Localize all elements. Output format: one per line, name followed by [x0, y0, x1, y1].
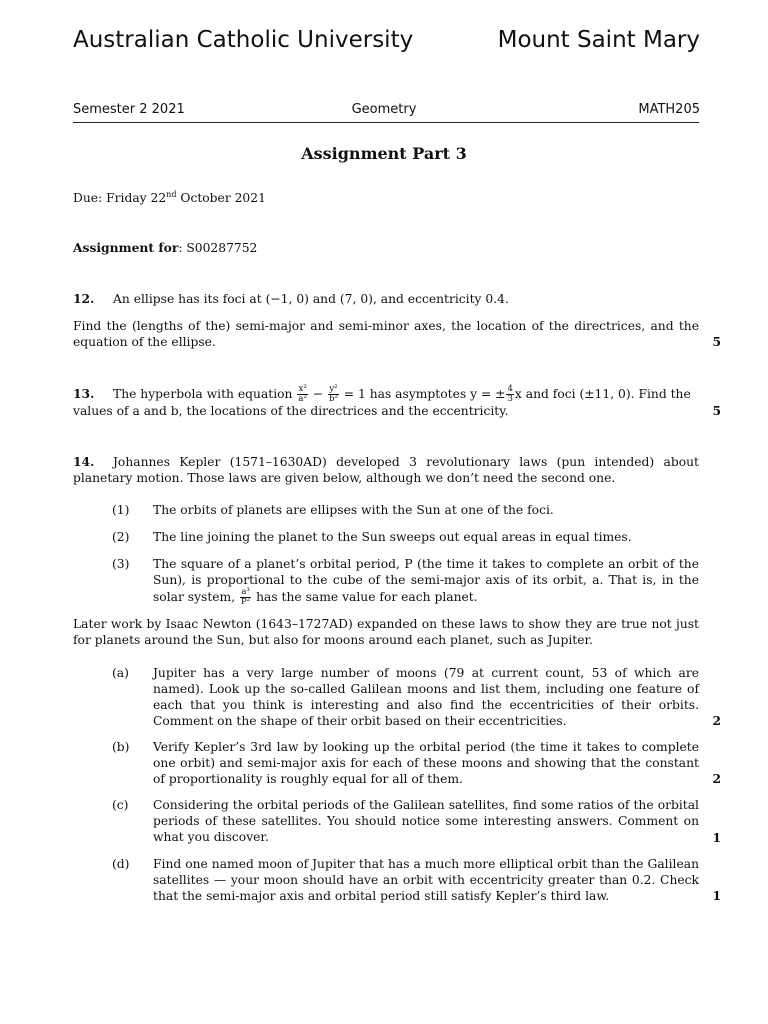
- question-12-task: Find the (lengths of the) semi-major and semi-minor axes, the location of the directrices, and the equation of the ellipse.: [73, 319, 699, 349]
- assignment-for-label: Assignment for: [73, 240, 179, 255]
- student-id: : S00287752: [178, 241, 258, 255]
- semester-label: Semester 2 2021: [73, 102, 185, 117]
- assignment-page: Australian Catholic University Mount Saint Mary Semester 2 2021 Geometry MATH205 Assignment Part 3 Due: Friday 22nd October 2021 Assignment for: S00287752 12. An ellipse has its foci at (−1, 0) and (7, 0), and eccentricity 0.4. Find the (lengths of the) semi-major and semi-minor axes, the location of the directrices, and the equation of the ellipse. 5 13. The hyperbola with equation $\frac{\text{x²}}{\text{a²}}$ − $\frac{\text{y²}}{\text{b²}}$ = 1 has asymptotes y = ± $\frac{4}{3}$ x and foci (±11, 0). Find the values of a and b, the locations of the directrices and the eccentricity. 5 14. Johannes Kepler (1571–1630AD) developed 3 revolutionary laws (pun intended) about planetary motion. Those laws are given below, although we don’t need the second one. (1) The orbits of planets are ellipses with the Sun at one of the foci. (2) The line joining the planet to the Sun sweeps out equal areas in equal times. (3) The square of a planet’s orbital period, P (the time it takes to complete an orbit of the Sun), is proportional to the cube of the semi-major axis of its orbit, a. That is, in the solar system, $\frac{\text{a³}}{\text{P²}}$ has the same value for each planet. Later work by Isaac Newton (1643–1727AD) expanded on these laws to show they are true not just for planets around the Sun, but also for moons around each planet, such as Jupiter. (a) Jupiter has a very large number of moons (79 at current count, 53 of which are named). Look up the so-called Galilean moons and list them, including one feature of each that you think is interesting and also find the eccentricities of their orbits. Comment on the shape of their orbit based on their eccentricities. 2 (b) Verify Kepler’s 3rd law by looking up the orbital period (the time it takes to complete one orbit) and semi-major axis for each of these moons and showing that the constant of proportionality is roughly equal for all of them. 2 (c) Considering the orbital periods of the Galilean satellites, find some ratios of the orbital periods of these satellites. You should notice some interesting answers. Comment on what you discover. 1 (d) Find one named moon of Jupiter that has a much more elliptical orbit than the Galilean satellites — your moon should have an orbit with eccentricity greater than 0.2. Check that the semi-major axis and orbital period still satisfy Kepler’s third law. 1: [0, 0, 768, 1024]
- question-13-marks: 5: [712, 403, 721, 418]
- question-13: 13. The hyperbola with equation $\frac{\text{x²}}{\text{a²}}$ − $\frac{\text{y²}}{\text{b²}}$ = 1 has asymptotes y = ± $\frac{4}{3}$ x and foci (±11, 0). Find the: [73, 384, 691, 404]
- unit-name: Geometry: [351, 102, 417, 117]
- header-divider: [73, 122, 699, 123]
- newton-paragraph: Later work by Isaac Newton (1643–1727AD) expanded on these laws to show they are true not just for planets around the Sun, but also for moons around each planet, such as Jupiter.: [73, 617, 699, 647]
- fraction-a3-P2: $\frac{\text{a³}}{\text{P²}}$: [241, 587, 251, 607]
- question-number: 13.: [73, 386, 95, 401]
- question-14b-marks: 2: [712, 771, 721, 786]
- question-12: 12. An ellipse has its foci at (−1, 0) and (7, 0), and eccentricity 0.4.: [73, 291, 509, 306]
- campus-name: Mount Saint Mary: [497, 27, 700, 53]
- fraction-y2-b2: $\frac{\text{y²}}{\text{b²}}$: [329, 384, 338, 404]
- question-14c-marks: 1: [712, 830, 721, 845]
- question-14-intro: 14. Johannes Kepler (1571–1630AD) developed 3 revolutionary laws (pun intended) about planetary motion. Those laws are given below, although we don’t need the second one.: [73, 454, 699, 485]
- fraction-4-3: $\frac{4}{3}$: [507, 384, 513, 404]
- fraction-x2-a2: $\frac{\text{x²}}{\text{a²}}$: [298, 384, 307, 404]
- unit-code: MATH205: [638, 102, 700, 117]
- question-12-marks: 5: [712, 334, 721, 349]
- question-number: 14.: [73, 454, 95, 469]
- question-14a-marks: 2: [712, 713, 721, 728]
- due-date: Due: Friday 22nd October 2021: [73, 190, 266, 206]
- page-title: Assignment Part 3: [301, 144, 467, 163]
- question-number: 12.: [73, 291, 95, 306]
- university-name: Australian Catholic University: [73, 27, 414, 53]
- question-13-line2: values of a and b, the locations of the directrices and the eccentricity.: [73, 404, 509, 418]
- question-14d-marks: 1: [712, 888, 721, 903]
- assignment-for: [73, 240, 699, 256]
